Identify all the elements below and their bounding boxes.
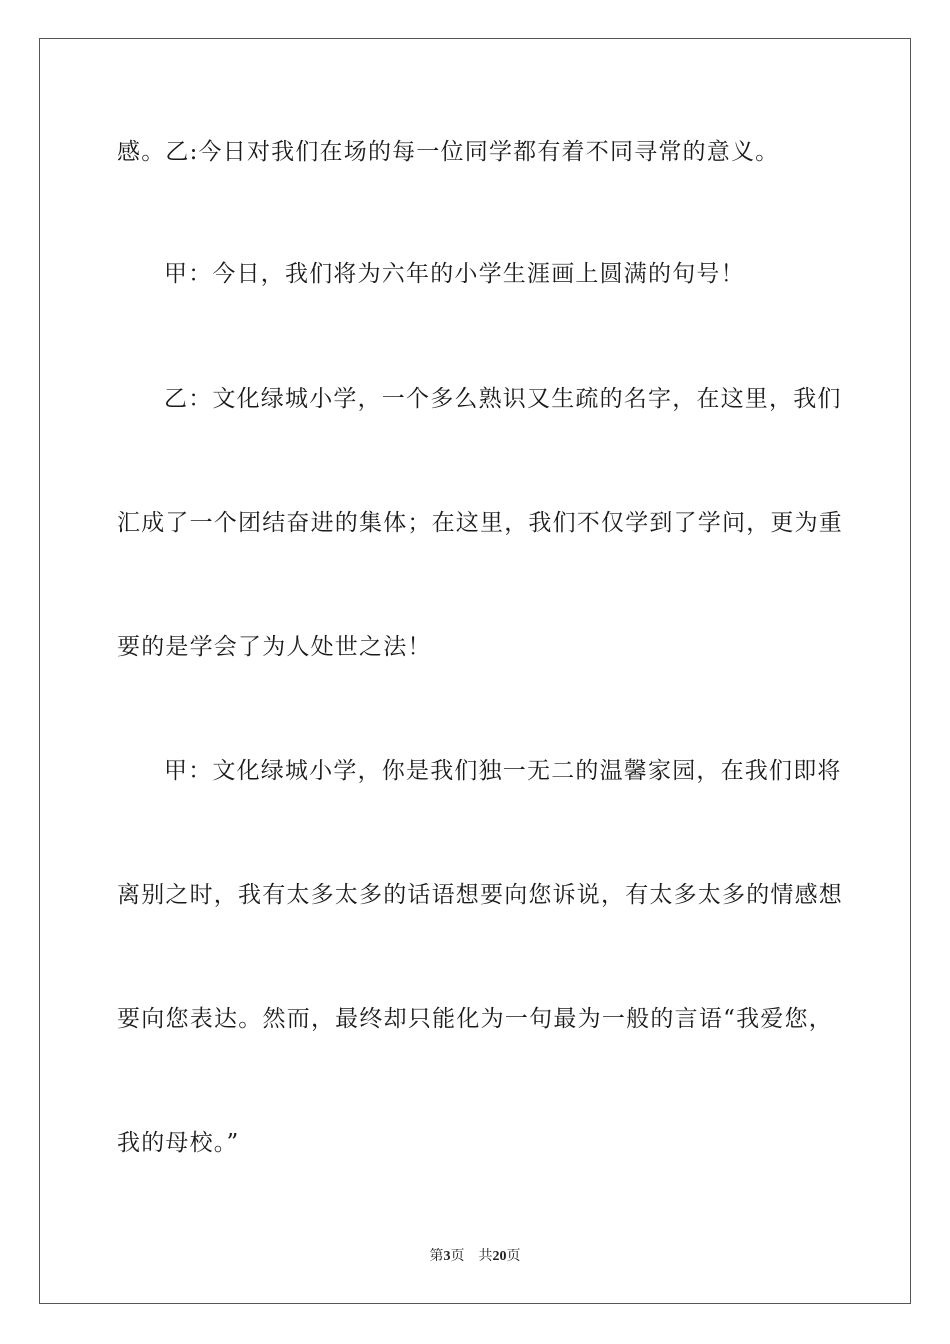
paragraph-4-line-4: 我的母校。” — [117, 1130, 240, 1156]
total-pages: 20 — [492, 1249, 507, 1264]
paragraph-3-line-3: 要的是学会了为人处世之法！ — [117, 634, 432, 660]
page-footer — [0, 1247, 950, 1266]
paragraph-3-line-1: 乙：文化绿城小学，一个多么熟识又生疏的名字，在这里，我们 — [164, 386, 842, 412]
paragraph-4-line-3: 要向您表达。然而，最终却只能化为一句最为一般的言语“我爱您， — [117, 1006, 833, 1032]
total-prefix: 共 — [478, 1248, 493, 1264]
paragraph-1-line-1: 感。乙:今日对我们在场的每一位同学都有着不同寻常的意义。 — [117, 139, 780, 165]
page-number: 3 — [443, 1249, 451, 1264]
paragraph-4-line-1: 甲：文化绿城小学，你是我们独一无二的温馨家园，在我们即将 — [164, 758, 842, 784]
total-suffix: 页 — [506, 1248, 521, 1264]
page-border — [39, 38, 911, 1304]
paragraph-2-line-1: 甲：今日，我们将为六年的小学生涯画上圆满的句号！ — [164, 261, 745, 287]
paragraph-4-line-2: 离别之时，我有太多太多的话语想要向您诉说，有太多太多的情感想 — [117, 882, 843, 908]
page-prefix: 第 — [429, 1248, 444, 1264]
page-suffix: 页 — [450, 1248, 465, 1264]
paragraph-3-line-2: 汇成了一个团结奋进的集体；在这里，我们不仅学到了学问，更为重 — [117, 510, 843, 536]
